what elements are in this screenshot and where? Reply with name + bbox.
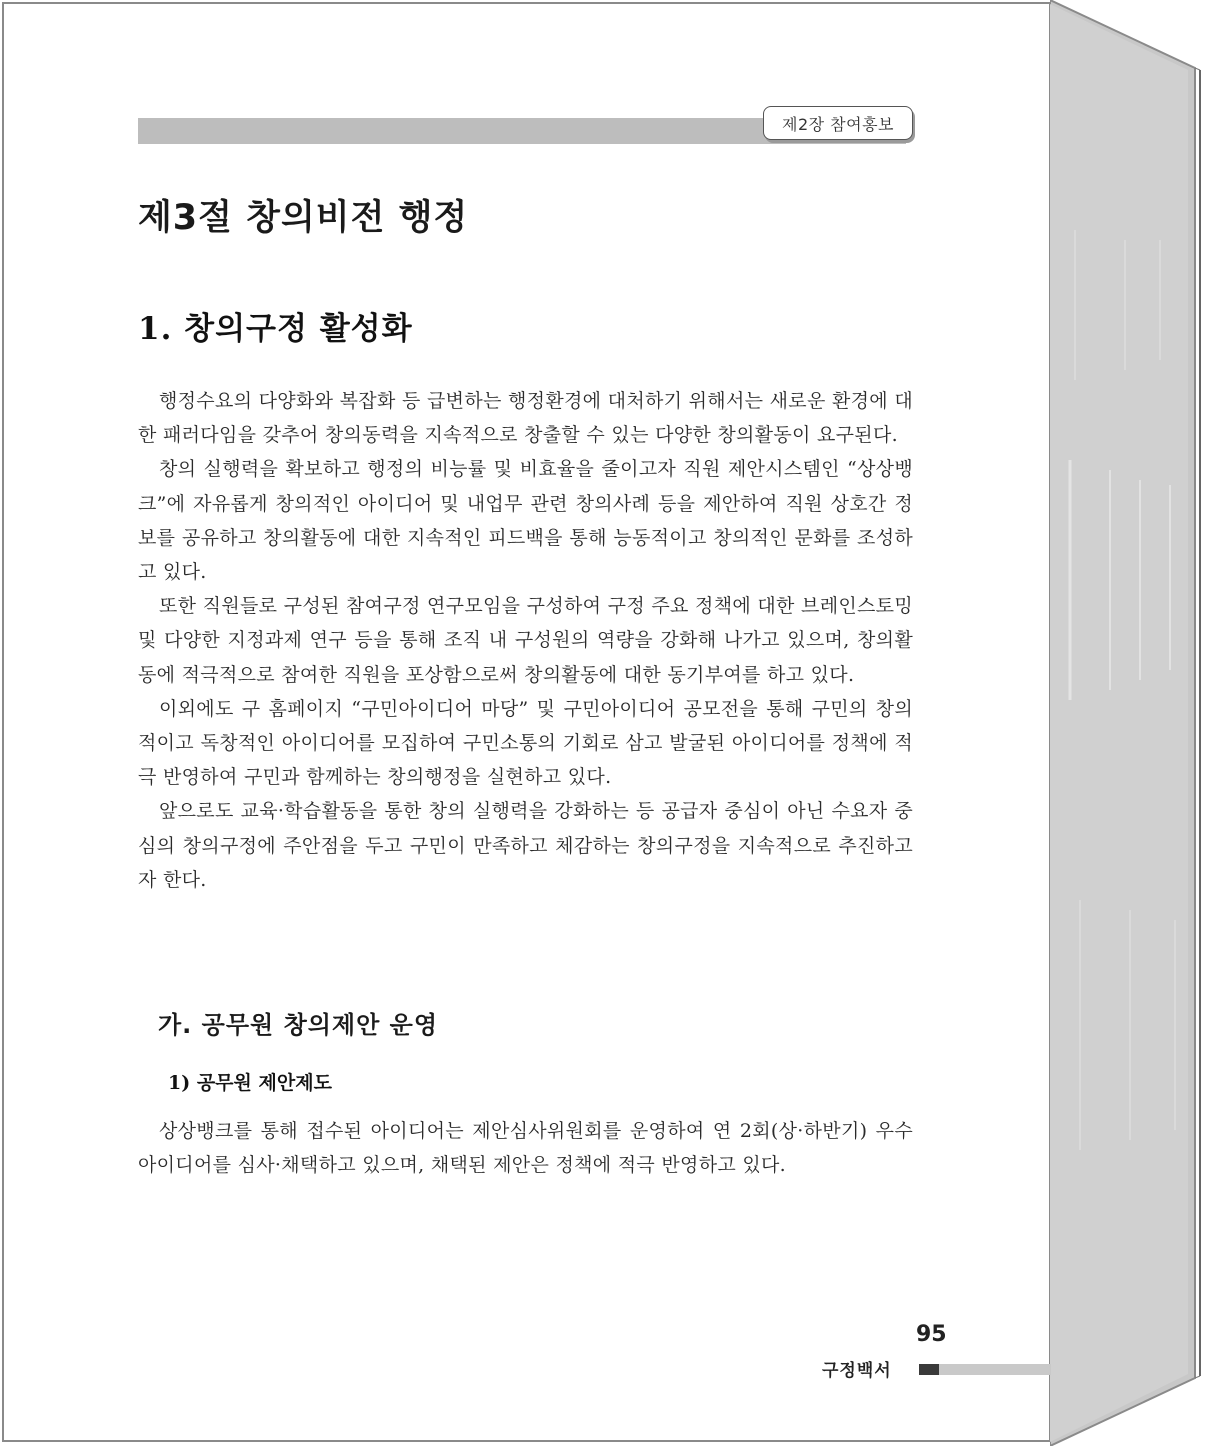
sub-subsection-title: 가. 공무원 창의제안 운영 — [158, 1011, 439, 1039]
item-body-text — [138, 1114, 913, 1182]
footer-bar — [939, 1364, 1051, 1375]
subsection-title: 1. 창의구정 활성화 — [138, 311, 413, 347]
paragraph: 앞으로도 교육·학습활동을 통한 창의 실행력을 강화하는 등 공급자 중심이 아닌 수요자 중심의 창의구정에 주안점을 두고 구민이 만족하고 체감하는 창의구정을 지속적으로 추진하고자 한다. — [138, 800, 913, 891]
paragraph: 상상뱅크를 통해 접수된 아이디어는 제안심사위원회를 운영하여 연 2회(상·하반기) 우수 아이디어를 심사·채택하고 있으며, 채택된 제안은 정책에 적극 반영하고 있다. — [138, 1120, 913, 1177]
item-title: 1) 공무원 제안제도 — [168, 1072, 332, 1094]
paragraph: 이외에도 구 홈페이지 “구민아이디어 마당” 및 구민아이디어 공모전을 통해 구민의 창의적이고 독창적인 아이디어를 모집하여 구민소통의 기회로 삼고 발굴된 아이디어를 정책에 적극 반영하여 구민과 함께하는 창의행정을 실현하고 있다. — [138, 697, 913, 789]
body-text — [138, 384, 913, 897]
paragraph: 행정수요의 다양화와 복잡화 등 급변하는 행정환경에 대처하기 위해서는 새로운 환경에 대한 패러다임을 갖추어 창의동력을 지속적으로 창출할 수 있는 다양한 창의활동이 요구된다. — [138, 390, 913, 447]
section-title: 제3절 창의비전 행정 — [138, 198, 469, 238]
chapter-tab: 제2장 참여홍보 — [763, 106, 913, 140]
book-page-edge — [1050, 0, 1215, 1446]
footer-book-title: 구정백서 — [822, 1361, 892, 1381]
paragraph: 또한 직원들로 구성된 참여구정 연구모임을 구성하여 구정 주요 정책에 대한 브레인스토밍 및 다양한 지정과제 연구 등을 통해 조직 내 구성원의 역량을 강화해 나가고 있으며, 창의활동에 적극적으로 참여한 직원을 포상함으로써 창의활동에 대한 동기부여를 하고 있다. — [138, 595, 913, 686]
paragraph: 창의 실행력을 확보하고 행정의 비능률 및 비효율을 줄이고자 직원 제안시스템인 “상상뱅크”에 자유롭게 창의적인 아이디어 및 내업무 관련 창의사례 등을 제안하여 직원 상호간 정보를 공유하고 창의활동에 대한 지속적인 피드백을 통해 능동적이고 창의적인 문화를 조성하고 있다. — [138, 458, 913, 584]
footer-mark — [919, 1364, 939, 1375]
page-number: 95 — [916, 1322, 947, 1347]
